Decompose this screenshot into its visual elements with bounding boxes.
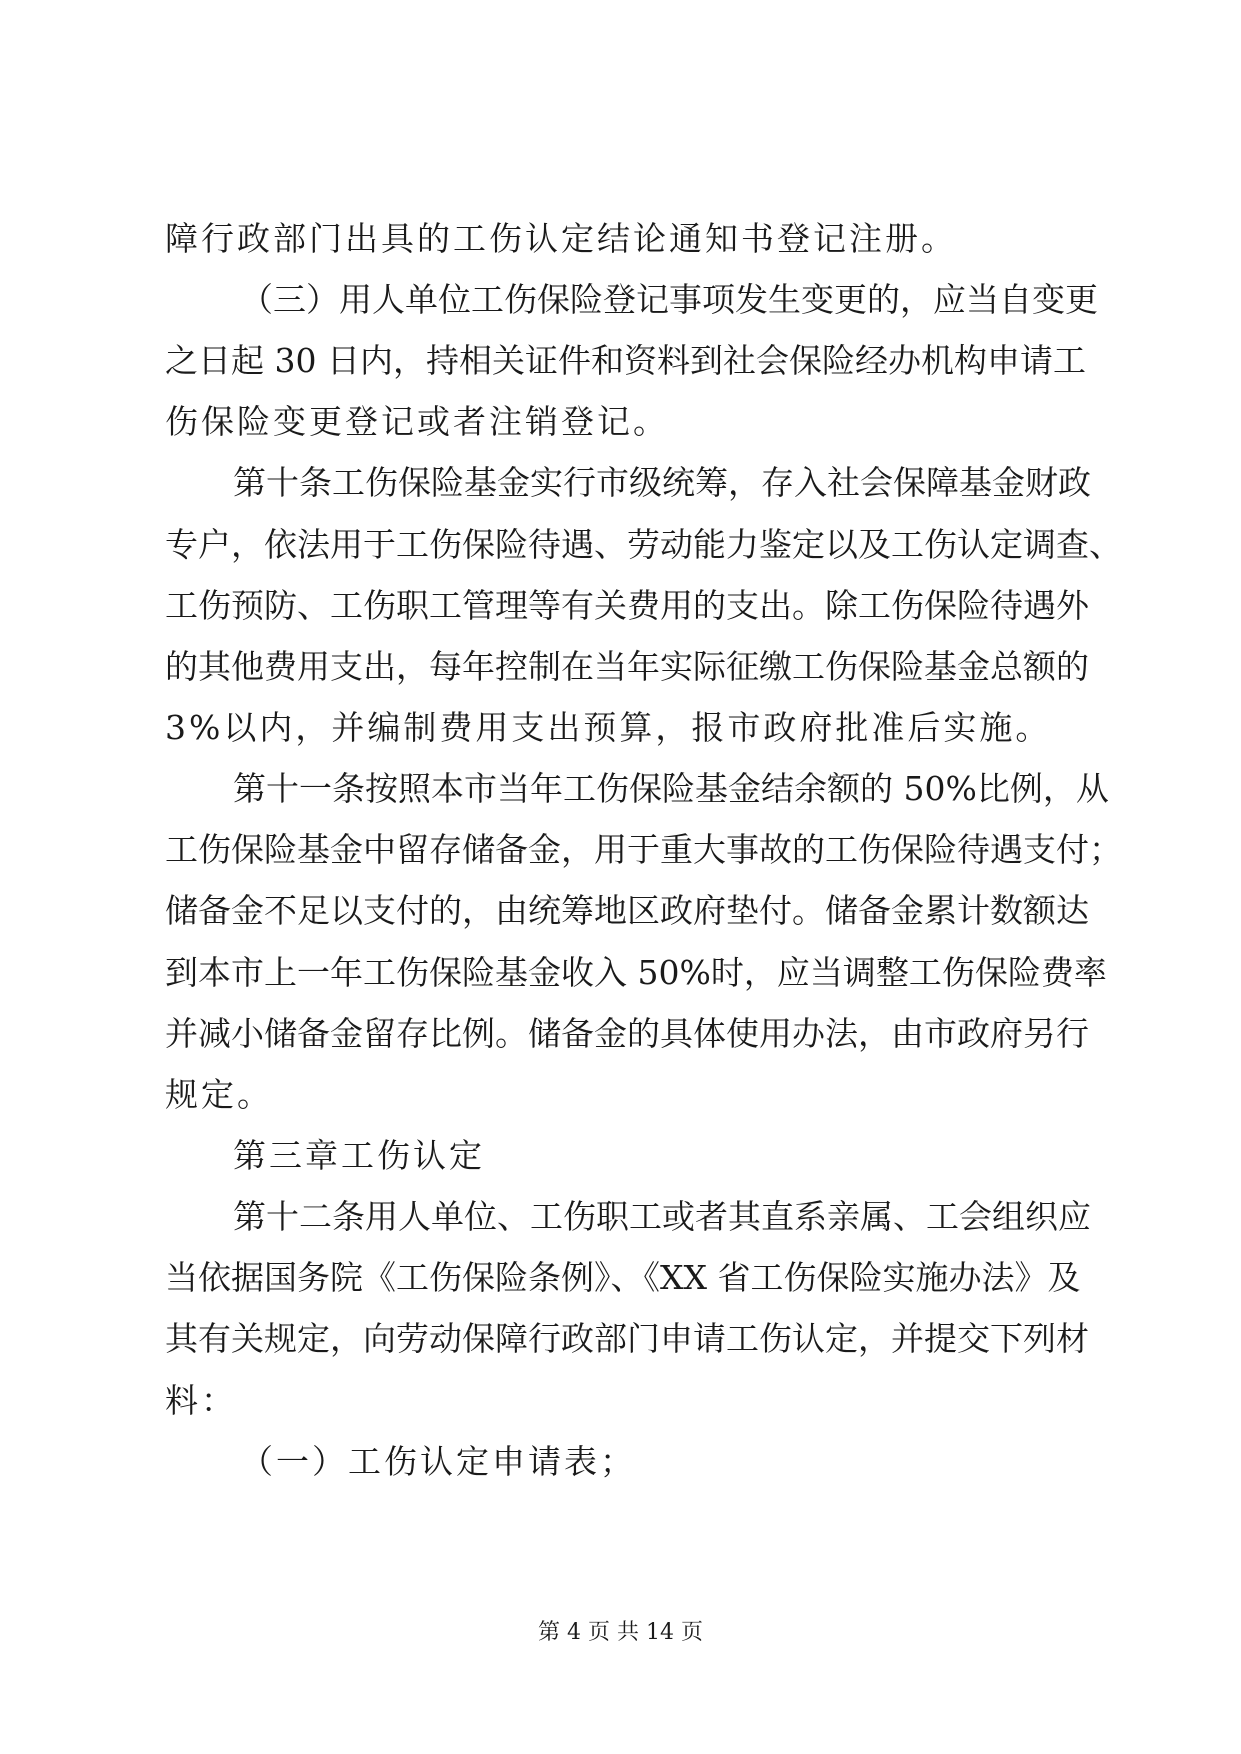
text-line: 储备金不足以支付的，由统筹地区政府垫付。储备金累计数额达 — [165, 891, 1089, 930]
text-line: 工伤保险基金中留存储备金，用于重大事故的工伤保险待遇支付； — [165, 830, 1122, 869]
text-line: 障行政部门出具的工伤认定结论通知书登记注册。 — [165, 219, 957, 258]
text-line: 专户，依法用于工伤保险待遇、劳动能力鉴定以及工伤认定调查、 — [165, 525, 1122, 564]
text-line: 的其他费用支出，每年控制在当年实际征缴工伤保险基金总额的 — [165, 647, 1089, 686]
text-line: 第十一条按照本市当年工伤保险基金结余额的 50%比例，从 — [233, 769, 1109, 808]
text-line: 3%以内，并编制费用支出预算，报市政府批准后实施。 — [165, 708, 1052, 747]
section-heading: 第三章工伤认定 — [233, 1136, 485, 1175]
text-line: 第十二条用人单位、工伤职工或者其直系亲属、工会组织应 — [233, 1197, 1091, 1236]
text-line: （三）用人单位工伤保险登记事项发生变更的，应当自变更 — [240, 280, 1098, 319]
text-line: 工伤预防、工伤职工管理等有关费用的支出。除工伤保险待遇外 — [165, 586, 1089, 625]
text-line: 伤保险变更登记或者注销登记。 — [165, 402, 669, 441]
text-line: （一）工伤认定申请表； — [240, 1442, 636, 1481]
text-line: 料： — [165, 1381, 237, 1420]
text-line: 第十条工伤保险基金实行市级统筹，存入社会保障基金财政 — [233, 463, 1091, 502]
text-line: 其有关规定，向劳动保障行政部门申请工伤认定，并提交下列材 — [165, 1319, 1089, 1358]
text-line: 到本市上一年工伤保险基金收入 50%时，应当调整工伤保险费率 — [165, 953, 1107, 992]
text-line: 规定。 — [165, 1075, 273, 1114]
text-line: 当依据国务院《工伤保险条例》、《XX 省工伤保险实施办法》及 — [165, 1258, 1081, 1297]
text-line: 之日起 30 日内，持相关证件和资料到社会保险经办机构申请工 — [165, 341, 1086, 380]
text-line: 并减小储备金留存比例。储备金的具体使用办法，由市政府另行 — [165, 1014, 1089, 1053]
page-number-footer: 第 4 页 共 14 页 — [538, 1620, 703, 1645]
